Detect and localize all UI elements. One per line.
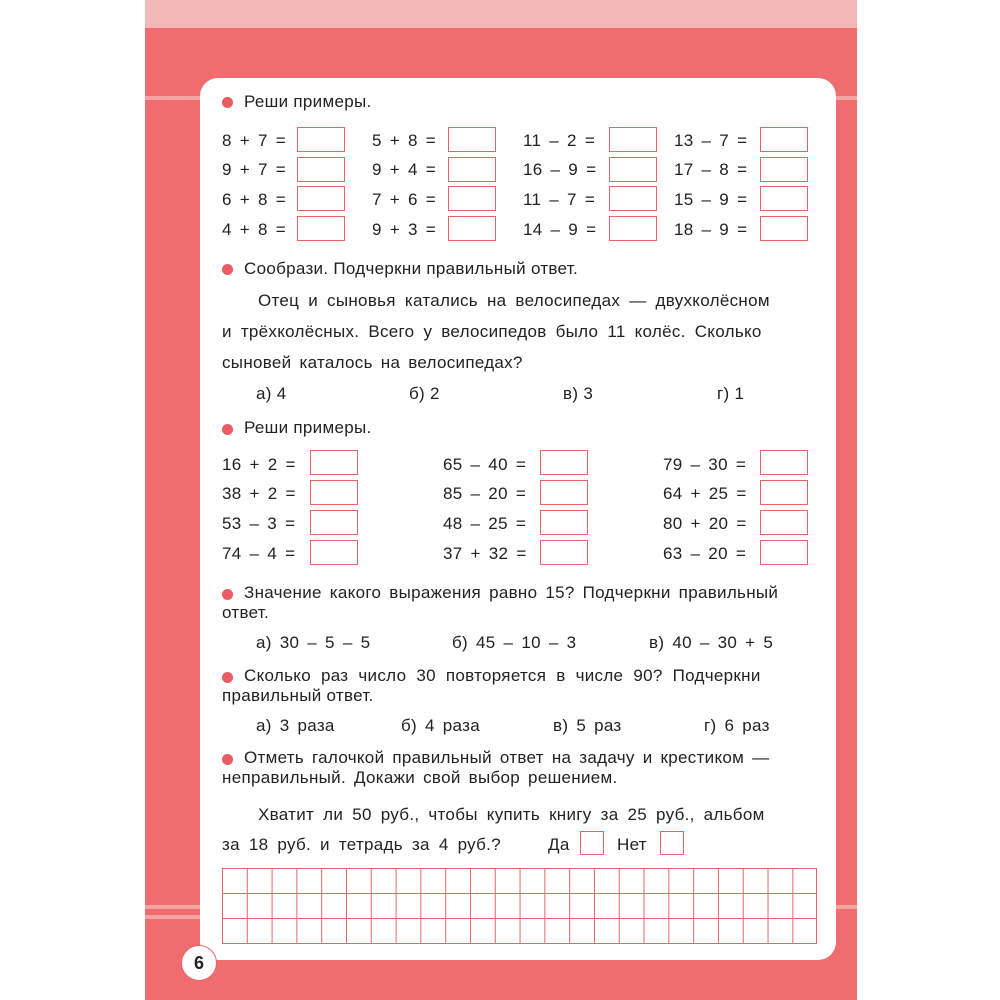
task1-example: 6 + 8 =: [222, 190, 287, 209]
bullet-icon: [222, 424, 233, 435]
task4-option[interactable]: в) 40 – 30 + 5: [649, 633, 774, 652]
task1-title: Реши примеры.: [244, 92, 372, 111]
task2-option[interactable]: в) 3: [563, 384, 594, 403]
answer-box[interactable]: [540, 450, 588, 475]
answer-box[interactable]: [297, 157, 345, 182]
answer-box[interactable]: [297, 127, 345, 152]
task4-option[interactable]: а) 30 – 5 – 5: [256, 633, 371, 652]
task3-example: 48 – 25 =: [443, 514, 527, 533]
task3-example: 53 – 3 =: [222, 514, 296, 533]
task2-title: Сообрази. Подчеркни правильный ответ.: [244, 259, 578, 278]
task6-problem-line: за 18 руб. и тетрадь за 4 руб.?: [222, 835, 501, 854]
answer-box[interactable]: [609, 127, 657, 152]
yes-checkbox[interactable]: [580, 831, 604, 855]
task5-option[interactable]: а) 3 раза: [256, 716, 335, 735]
task2-option[interactable]: г) 1: [717, 384, 745, 403]
task1-example: 11 – 7 =: [523, 190, 596, 209]
answer-box[interactable]: [760, 540, 808, 565]
answer-box[interactable]: [760, 186, 808, 211]
task2-option[interactable]: а) 4: [256, 384, 287, 403]
answer-box[interactable]: [297, 186, 345, 211]
no-checkbox[interactable]: [660, 831, 684, 855]
task2-text-line: Отец и сыновья катались на велосипедах — двухколёсном: [258, 291, 770, 310]
task3-example: 64 + 25 =: [663, 484, 747, 503]
answer-box[interactable]: [760, 480, 808, 505]
bullet-icon: [222, 672, 233, 683]
task6-problem-line: Хватит ли 50 руб., чтобы купить книгу за 25 руб., альбом: [258, 805, 765, 824]
answer-box[interactable]: [609, 157, 657, 182]
task3-example: 63 – 20 =: [663, 544, 747, 563]
answer-box[interactable]: [297, 216, 345, 241]
task1-example: 9 + 3 =: [372, 220, 437, 239]
task2-text-line: сыновей каталось на велосипедах?: [222, 353, 523, 372]
answer-box[interactable]: [540, 480, 588, 505]
task3-example: 80 + 20 =: [663, 514, 747, 533]
task2-text-line: и трёхколёсных. Всего у велосипедов было 11 колёс. Сколько: [222, 322, 762, 341]
answer-box[interactable]: [448, 216, 496, 241]
decor-stripe: [145, 96, 200, 100]
decor-stripe: [145, 915, 200, 919]
task1-example: 11 – 2 =: [523, 131, 596, 150]
solution-grid[interactable]: [222, 868, 817, 944]
task1-example: 16 – 9 =: [523, 160, 597, 179]
decor-stripe: [145, 905, 200, 909]
answer-box[interactable]: [760, 127, 808, 152]
decor-stripe: [836, 96, 857, 100]
task4-text-line: Значение какого выражения равно 15? Подчеркни правильный: [244, 583, 779, 602]
task1-example: 4 + 8 =: [222, 220, 287, 239]
task5-text-line: Сколько раз число 30 повторяется в числе 90? Подчеркни: [244, 666, 761, 685]
task1-example: 13 – 7 =: [674, 131, 748, 150]
no-label: Нет: [617, 835, 647, 854]
task5-option[interactable]: в) 5 раз: [553, 716, 622, 735]
decor-stripe: [836, 905, 857, 909]
answer-box[interactable]: [310, 510, 358, 535]
task3-example: 16 + 2 =: [222, 455, 296, 474]
task2-option[interactable]: б) 2: [409, 384, 440, 403]
yes-label: Да: [548, 835, 570, 854]
task3-example: 65 – 40 =: [443, 455, 527, 474]
bullet-icon: [222, 754, 233, 765]
task5-option[interactable]: г) 6 раз: [704, 716, 770, 735]
answer-box[interactable]: [760, 157, 808, 182]
task1-example: 7 + 6 =: [372, 190, 437, 209]
task4-option[interactable]: б) 45 – 10 – 3: [452, 633, 577, 652]
page-number: 6: [181, 945, 217, 981]
answer-box[interactable]: [448, 186, 496, 211]
task1-example: 8 + 7 =: [222, 131, 287, 150]
task3-example: 37 + 32 =: [443, 544, 527, 563]
task3-example: 74 – 4 =: [222, 544, 296, 563]
answer-box[interactable]: [609, 216, 657, 241]
task4-text-line: ответ.: [222, 603, 270, 622]
task1-example: 15 – 9 =: [674, 190, 748, 209]
answer-box[interactable]: [310, 450, 358, 475]
task1-example: 5 + 8 =: [372, 131, 437, 150]
answer-box[interactable]: [760, 216, 808, 241]
task1-example: 18 – 9 =: [674, 220, 748, 239]
task3-example: 79 – 30 =: [663, 455, 747, 474]
task1-example: 14 – 9 =: [523, 220, 597, 239]
answer-box[interactable]: [448, 157, 496, 182]
bullet-icon: [222, 589, 233, 600]
task5-option[interactable]: б) 4 раза: [401, 716, 480, 735]
bullet-icon: [222, 264, 233, 275]
task6-text-line: неправильный. Докажи свой выбор решением.: [222, 768, 618, 787]
answer-box[interactable]: [760, 450, 808, 475]
answer-box[interactable]: [310, 480, 358, 505]
task1-example: 17 – 8 =: [674, 160, 748, 179]
answer-box[interactable]: [540, 540, 588, 565]
answer-box[interactable]: [540, 510, 588, 535]
task1-example: 9 + 7 =: [222, 160, 287, 179]
task3-example: 85 – 20 =: [443, 484, 527, 503]
bullet-icon: [222, 97, 233, 108]
answer-box[interactable]: [609, 186, 657, 211]
task3-title: Реши примеры.: [244, 418, 372, 437]
task1-example: 9 + 4 =: [372, 160, 437, 179]
task3-example: 38 + 2 =: [222, 484, 296, 503]
answer-box[interactable]: [310, 540, 358, 565]
answer-box[interactable]: [448, 127, 496, 152]
page-top-band: [145, 0, 857, 28]
task5-text-line: правильный ответ.: [222, 686, 374, 705]
task6-text-line: Отметь галочкой правильный ответ на задачу и крестиком —: [244, 748, 770, 767]
answer-box[interactable]: [760, 510, 808, 535]
